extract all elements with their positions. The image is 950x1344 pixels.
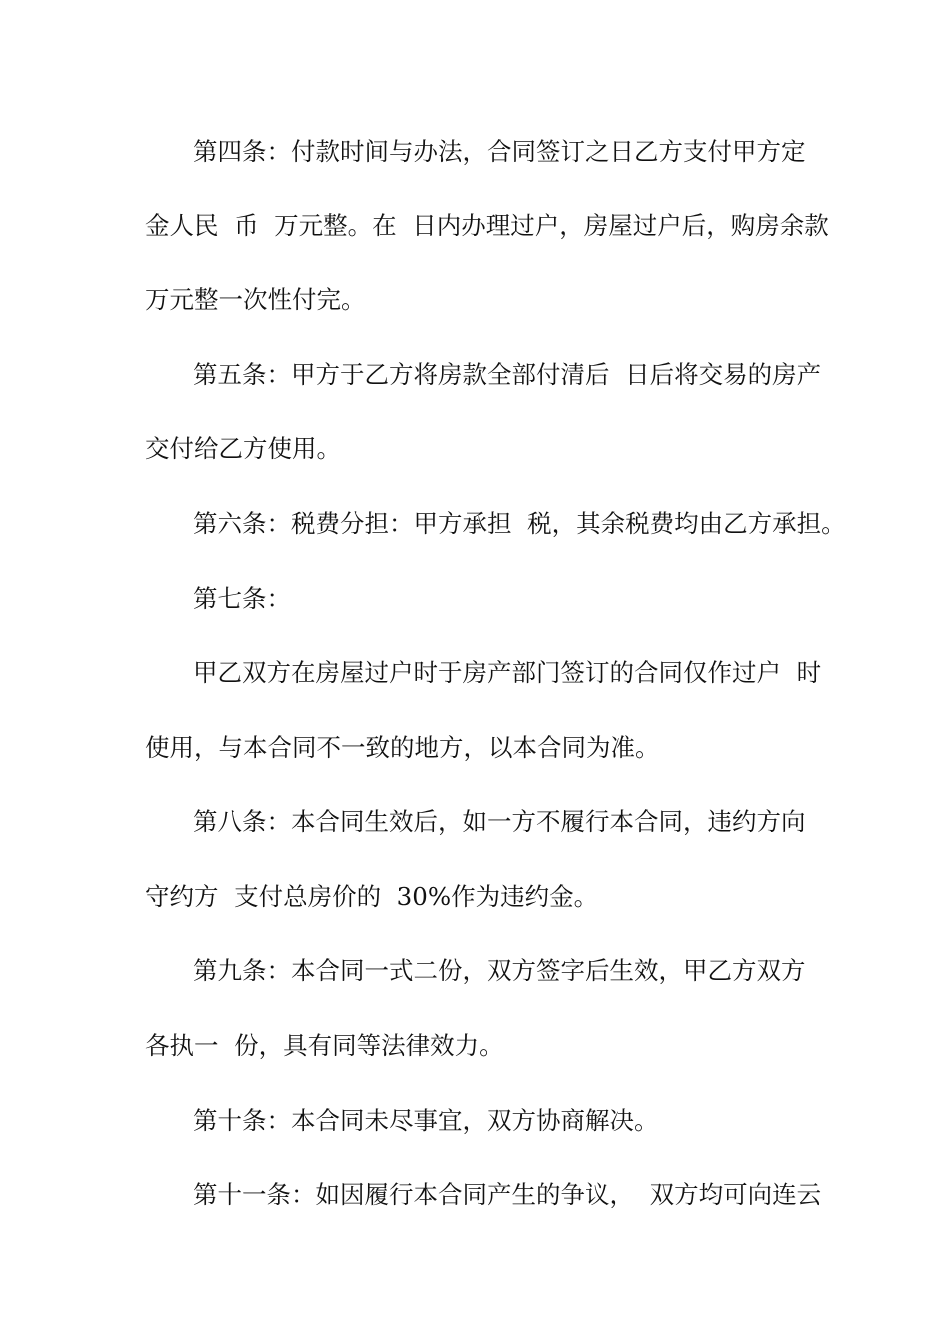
article-9-line-1: 第九条：本合同一式二份，双方签字后生效，甲乙方双方: [193, 956, 806, 985]
article-10-line-1: 第十条：本合同未尽事宜，双方协商解决。: [193, 1106, 659, 1135]
article-4-line-3: 万元整一次性付完。: [145, 285, 366, 314]
article-5-line-1: 第五条：甲方于乙方将房款全部付清后 日后将交易的房产: [193, 360, 822, 389]
article-7-heading: 第七条：: [193, 584, 291, 613]
article-4-line-1: 第四条：付款时间与办法，合同签订之日乙方支付甲方定: [193, 137, 806, 166]
article-4-line-2: 金人民 币 万元整。在 日内办理过户，房屋过户后，购房余款: [145, 211, 829, 240]
article-8-line-1: 第八条：本合同生效后，如一方不履行本合同，违约方向: [193, 807, 806, 836]
article-7-line-2: 使用，与本合同不一致的地方，以本合同为准。: [145, 733, 660, 762]
article-5-line-2: 交付给乙方使用。: [145, 434, 341, 463]
article-11-line-1: 第十一条：如因履行本合同产生的争议， 双方均可向连云: [193, 1180, 822, 1209]
article-7-line-1: 甲乙双方在房屋过户时于房产部门签订的合同仅作过户 时: [193, 658, 822, 687]
article-9-line-2: 各执一 份，具有同等法律效力。: [145, 1031, 504, 1060]
article-6-line-1: 第六条：税费分担：甲方承担 税，其余税费均由乙方承担。: [193, 509, 846, 538]
article-8-line-2: 守约方 支付总房价的 30%作为违约金。: [145, 882, 599, 911]
